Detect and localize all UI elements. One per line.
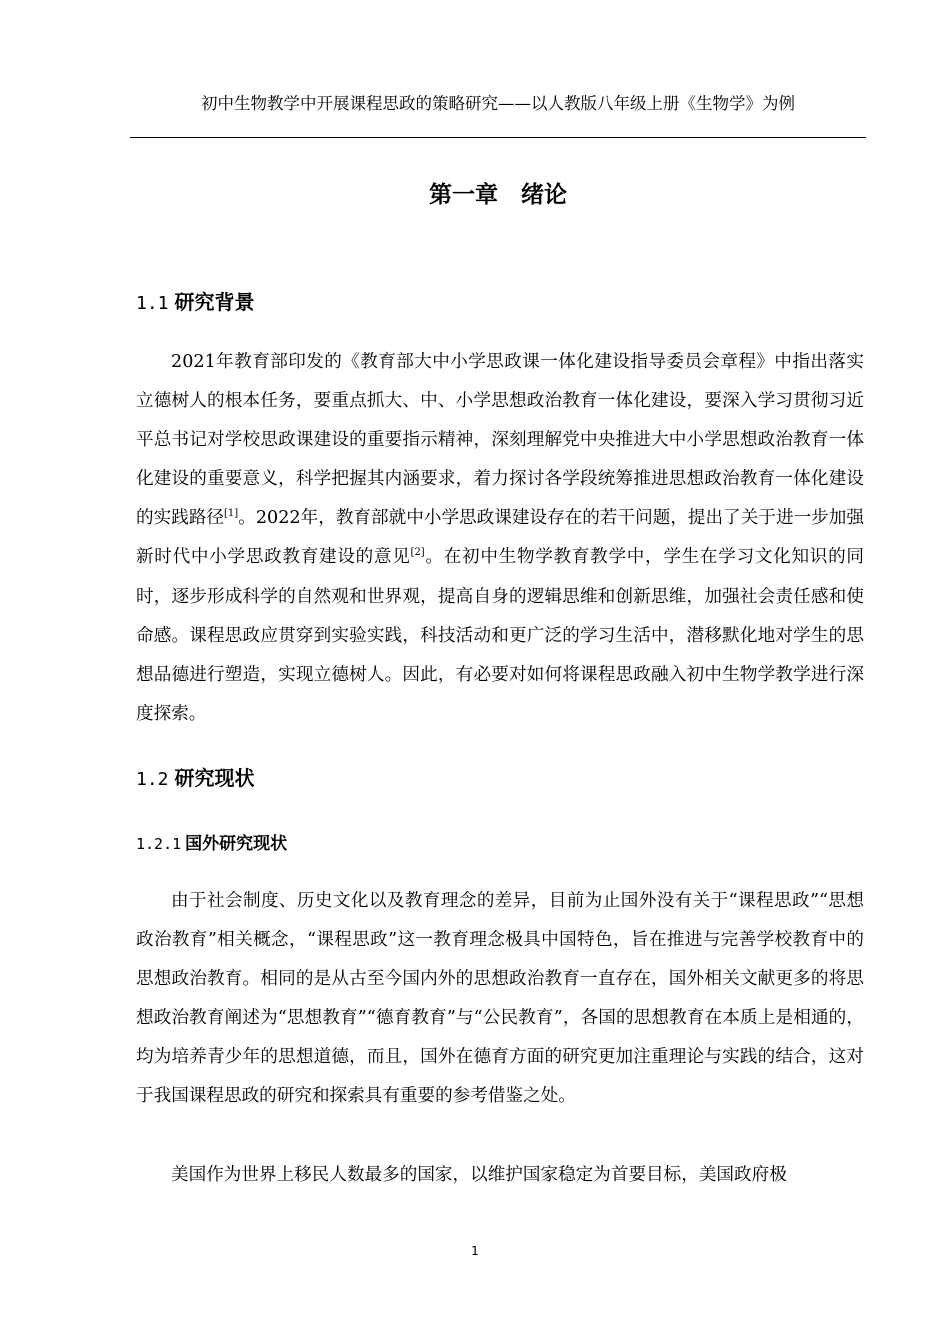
citation-ref: [1] bbox=[224, 508, 239, 520]
paragraph-foreign-research: 由于社会制度、历史文化以及教育理念的差异，目前为止国外没有关于“课程思政”“思想政治教育”相关概念，“课程思政”这一教育理念极具中国特色，旨在推进与完善学校教育中的思想政治教育。相同的是从古至今国内外的思想政治教育一直存在，国外相关文献更多的将思想政治教育阐述为“思想教育”“德育教育”与“公民教育”，各国的思想教育在本质上是相通的，均为培养青少年的思想道德，而且，国外在德育方面的研究更加注重理论与实践的结合，这对于我国课程思政的研究和探索具有重要的参考借鉴之处。 bbox=[136, 891, 864, 1107]
section-title: 研究背景 bbox=[174, 290, 255, 314]
paragraph-research-background bbox=[136, 343, 864, 734]
running-header: 初中生物教学中开展课程思政的策略研究——以人教版八年级上册《生物学》为例 bbox=[201, 94, 795, 113]
section-title: 研究现状 bbox=[174, 766, 255, 790]
section-number: 1.1 bbox=[136, 293, 169, 314]
subsection-heading-1-2-1 bbox=[136, 829, 287, 854]
paragraph-text: 2021年教育部印发的《教育部大中小学思政课一体化建设指导委员会章程》中指出落实立德树人的根本任务，要重点抓大、中、小学思想政治教育一体化建设，要深入学习贯彻习近平总书记对学校思政课建设的重要指示精神，深刻理解党中央推进大中小学思想政治教育一体化建设的重要意义，科学把握其内涵要求，着力探讨各学段统筹推进思想政治教育一体化建设的实践路径 bbox=[136, 352, 864, 529]
paragraph-text: 。在初中生物学教育教学中，学生在学习文化知识的同时，逐步形成科学的自然观和世界观，提高自身的逻辑思维和创新思维，加强社会责任感和使命感。课程思政应贯穿到实验实践，科技活动和更广泛的学习生活中，潜移默化地对学生的思想品德进行塑造，实现立德树人。因此，有必要对如何将课程思政融入初中生物学教学进行深度探索。 bbox=[136, 547, 864, 724]
subsection-title: 国外研究现状 bbox=[185, 834, 288, 854]
subsection-number: 1.2.1 bbox=[136, 835, 182, 853]
citation-ref: [2] bbox=[410, 547, 425, 559]
page-number: 1 bbox=[471, 1244, 479, 1258]
section-heading-1-2 bbox=[136, 762, 255, 791]
section-number: 1.2 bbox=[136, 769, 169, 790]
paragraph-text: 。2022年，教育部就中小学思政课建设存在的若干问题，提出了关于进一步加强新时代中小学思政教育建设的意见 bbox=[136, 508, 864, 568]
chapter-title: 第一章 绪论 bbox=[429, 182, 567, 208]
header-divider bbox=[130, 137, 866, 138]
paragraph-usa: 美国作为世界上移民人数最多的国家，以维护国家稳定为首要目标，美国政府极 bbox=[171, 1165, 787, 1185]
section-heading-1-1 bbox=[136, 286, 255, 315]
